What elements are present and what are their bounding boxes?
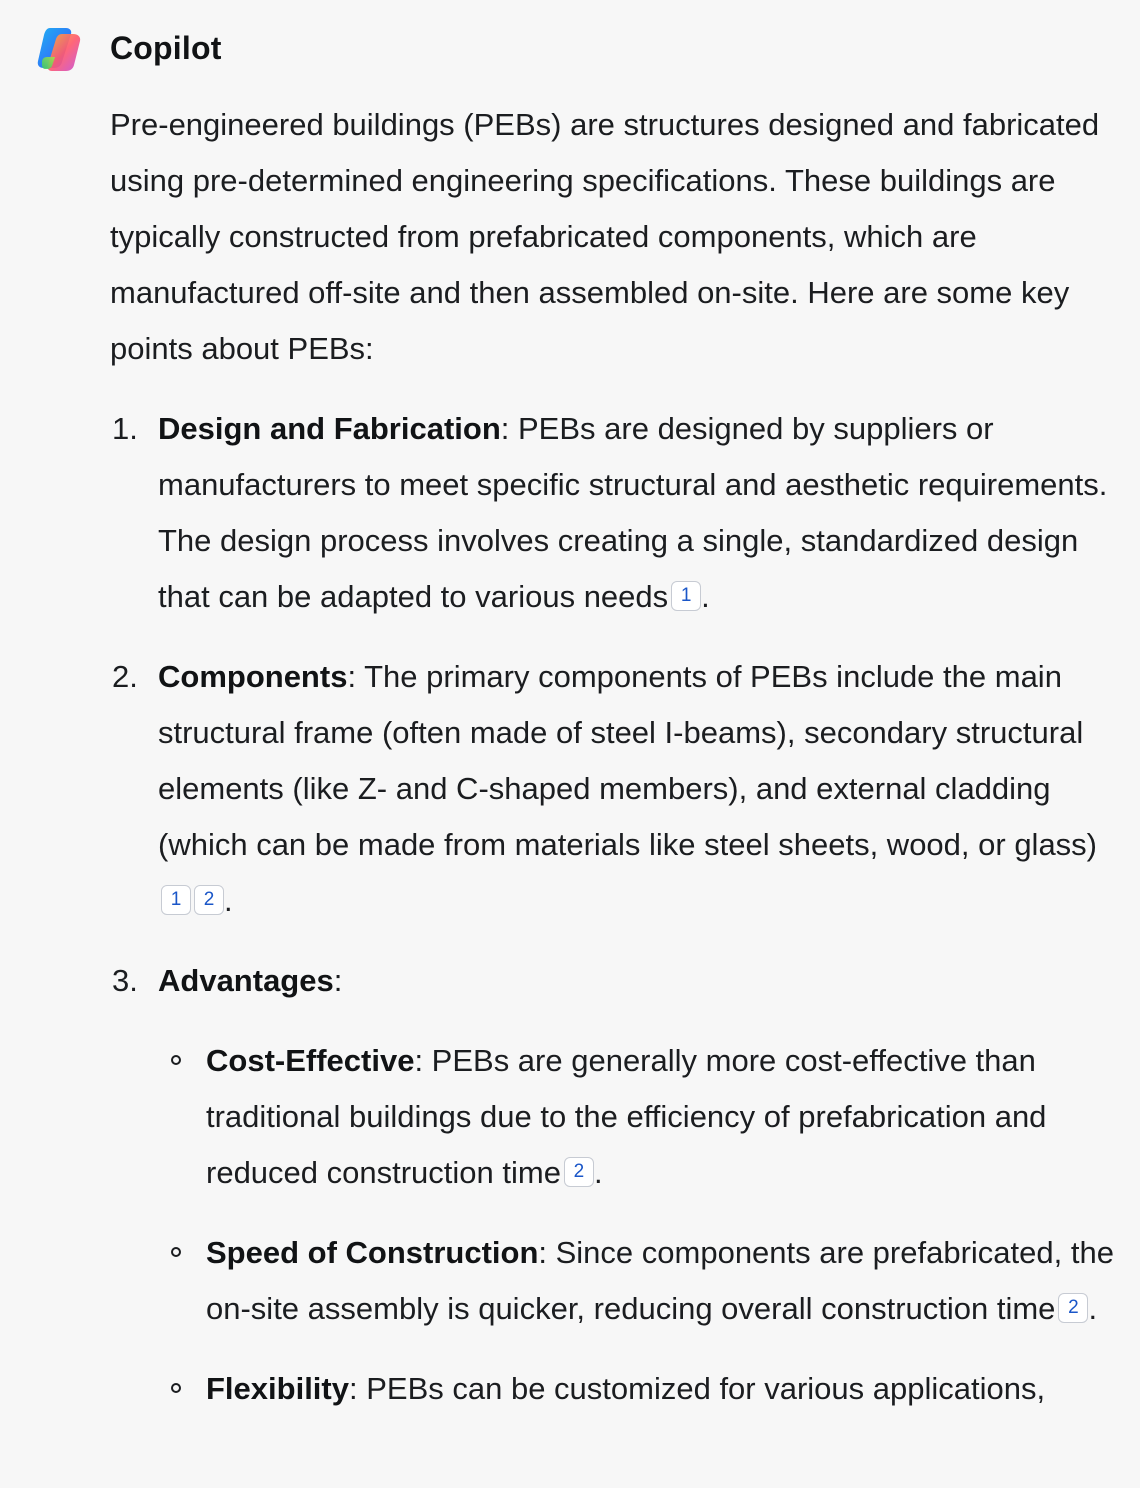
item-number: 3.	[112, 963, 138, 998]
item-text: : The primary components of PEBs include the main structural frame (often made of steel I-beams), secondary structural elements (like Z- and C-shaped members), and external cladding (which can be made from materials like steel sheets, wood, or glass)	[158, 659, 1098, 862]
citation-button[interactable]: 1	[671, 581, 701, 611]
sub-list-item	[158, 1033, 1120, 1201]
item-number: 2.	[112, 659, 138, 694]
message-header	[36, 22, 222, 74]
sub-item-term: Speed of Construction	[206, 1235, 539, 1270]
sub-item-text: : PEBs can be customized for various applications,	[348, 1371, 1046, 1406]
citation-button[interactable]: 2	[1058, 1293, 1088, 1323]
item-end: .	[224, 883, 233, 918]
bullet-circle-icon	[171, 1055, 181, 1065]
bullet-circle-icon	[171, 1383, 181, 1393]
copilot-logo-icon	[36, 22, 88, 74]
item-number: 1.	[112, 411, 138, 446]
item-text: :	[333, 963, 343, 998]
bullet-circle-icon	[171, 1247, 181, 1257]
advantages-list	[158, 1033, 1120, 1417]
sub-item-end: .	[1088, 1291, 1098, 1326]
list-item	[110, 953, 1120, 1417]
list-item	[110, 401, 1120, 625]
citation-button[interactable]: 2	[564, 1157, 594, 1187]
citation-button[interactable]: 1	[161, 885, 191, 915]
item-text: : PEBs are designed by suppliers or manufacturers to meet specific structural and aesthetic requirements. The design process involves creating a single, standardized design that can be adapted to various needs	[158, 411, 1108, 614]
sub-item-text: : Since components are prefabricated, the on-site assembly is quicker, reducing overall construction time	[206, 1235, 1114, 1326]
sub-item-text: : PEBs are generally more cost-effective than traditional buildings due to the efficiency of prefabrication and reduced construction time	[206, 1043, 1047, 1190]
list-item	[110, 649, 1120, 929]
item-term: Advantages	[158, 963, 334, 998]
citation-button[interactable]: 2	[194, 885, 224, 915]
sub-item-end: .	[593, 1155, 603, 1190]
sub-list-item	[158, 1361, 1120, 1417]
key-points-list	[110, 401, 1120, 1417]
intro-paragraph: Pre-engineered buildings (PEBs) are structures designed and fabricated using pre-determined engineering specifications. These buildings are typically constructed from prefabricated components, which are manufactured off-site and then assembled on-site. Here are some key points about PEBs:	[110, 107, 1100, 366]
sub-list-item	[158, 1225, 1120, 1337]
item-term: Components	[158, 659, 348, 694]
sub-item-term: Cost-Effective	[206, 1043, 415, 1078]
item-end: .	[701, 579, 710, 614]
sub-item-term: Flexibility	[206, 1371, 349, 1406]
app-name: Copilot	[110, 29, 222, 66]
item-term: Design and Fabrication	[158, 411, 501, 446]
assistant-message	[110, 97, 1120, 1441]
